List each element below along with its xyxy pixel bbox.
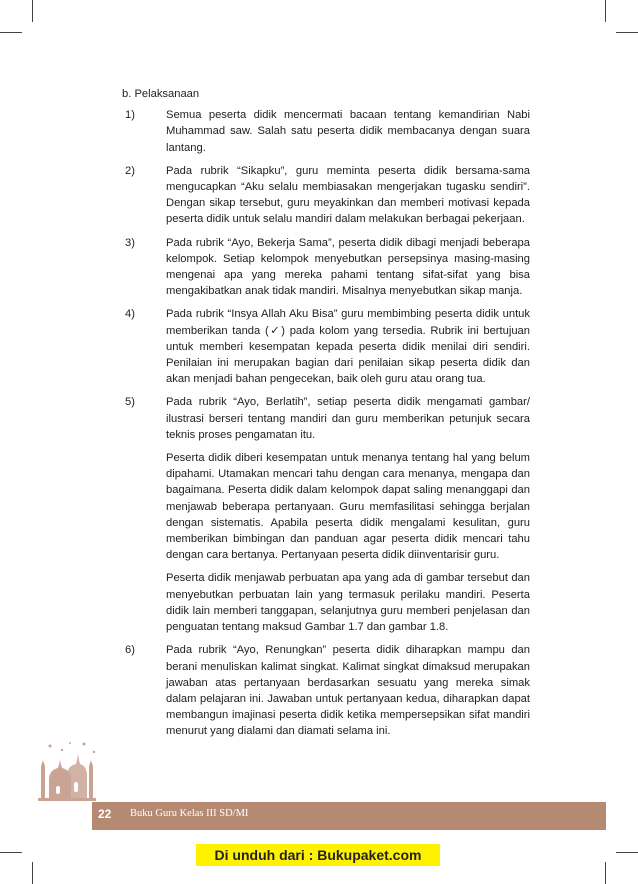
crop-mark: [605, 0, 606, 22]
page-number: 22: [98, 807, 112, 821]
item-paragraph: Peserta didik menjawab perbuatan apa yang ada di gambar tersebut dan menyebutkan perbuatan lain yang termasuk perilaku mandiri. Peserta didik lain memberi tanggapan, selanjutnya guru memberi penjelasan dan penguatan tentang maksud Gambar 1.7 dan gambar 1.8.: [166, 572, 530, 634]
item-number: 5): [125, 396, 135, 409]
crop-mark: [616, 32, 638, 33]
list-item: [122, 107, 530, 156]
section-heading: b. Pelaksanaan: [122, 88, 200, 100]
item-paragraph: Pada rubrik “Sikapku”, guru meminta peserta didik bersama-sama mengucapkan “Aku selalu membiasakan mengerjakan tugasku sendiri”. Dengan sikap tersebut, guru meyakinkan dan memberi motivasi kepada peserta didik untuk selalu mandiri dalam melakukan berbagai pekerjaan.: [166, 164, 530, 226]
item-paragraph: Pada rubrik “Ayo, Bekerja Sama”, peserta didik dibagi menjadi beberapa kelompok. Setiap kelompok menyebutkan persepsinya masing-masing mengenai apa yang mereka pahami tentang sifat-sifat yang bisa mengakibatkan anak tidak mandiri. Misalnya menyebutkan sikap manja.: [166, 236, 530, 298]
crop-mark: [605, 862, 606, 884]
item-number: 4): [125, 308, 135, 321]
download-banner: Di unduh dari : Bukupaket.com: [196, 844, 440, 866]
footer-bar: [92, 802, 606, 830]
list-item: [122, 235, 530, 300]
list-item: [122, 394, 530, 635]
item-paragraph: Pada rubrik “Ayo, Renungkan” peserta didik diharapkan mampu dan berani menuliskan kalimat singkat. Kalimat singkat dimaksud merupakan jawaban atas pertanyaan berdasarkan sesuatu yang mereka simak dalam pelajaran ini. Jawaban untuk pertanyaan kedua, diharapkan dapat membangun imajinasi peserta didik ketika mempersepsikan sifat mandiri menurut yang dialami dan diamati selama ini.: [166, 644, 530, 738]
crop-mark: [616, 852, 638, 853]
item-paragraph: Pada rubrik “Ayo, Berlatih”, setiap peserta didik mengamati gambar/ ilustrasi berseri tentang mandiri dan guru memberikan petunjuk secara teknis proses pengamatan itu.: [166, 396, 530, 441]
crop-mark: [0, 852, 22, 853]
mosque-icon: [36, 740, 98, 802]
item-number: 6): [125, 644, 135, 657]
list-item: [122, 163, 530, 228]
list-item: [122, 642, 530, 739]
crop-mark: [32, 0, 33, 22]
item-number: 2): [125, 164, 135, 177]
main-content: [122, 86, 530, 747]
item-paragraph: Pada rubrik “Insya Allah Aku Bisa” guru membimbing peserta didik untuk memberikan tanda (✓) pada kolom yang tersedia. Rubrik ini bertujuan untuk memberi kesempatan kepada peserta didik menilai diri sendiri. Penilaian ini merupakan bagian dari penilaian sikap peserta didik dan akan menjadi bahan pengecekan, baik oleh guru atau orang tua.: [166, 308, 530, 386]
list-item: [122, 306, 530, 387]
item-paragraph: Semua peserta didik mencermati bacaan tentang kemandirian Nabi Muhammad saw. Salah satu peserta didik membacanya dengan suara lantang.: [166, 109, 530, 154]
item-paragraph: Peserta didik diberi kesempatan untuk menanya tentang hal yang belum dipahami. Utamakan mencari tahu dengan cara menanya, mengapa dan bagaimana. Peserta didik dalam kelompok dapat saling menanggapi dan menjawab beberapa pertanyaan. Guru memfasilitasi sehingga berjalan dengan sistematis. Apabila peserta didik mengalami kesulitan, guru memberikan bimbingan dan panduan agar peserta didik mencari tahu dengan cara bertanya. Pertanyaan peserta didik diinventarisir guru.: [166, 452, 530, 562]
item-number: 3): [125, 236, 135, 249]
book-title: Buku Guru Kelas III SD/MI: [130, 808, 249, 819]
crop-mark: [32, 862, 33, 884]
crop-mark: [0, 32, 22, 33]
item-number: 1): [125, 109, 135, 122]
